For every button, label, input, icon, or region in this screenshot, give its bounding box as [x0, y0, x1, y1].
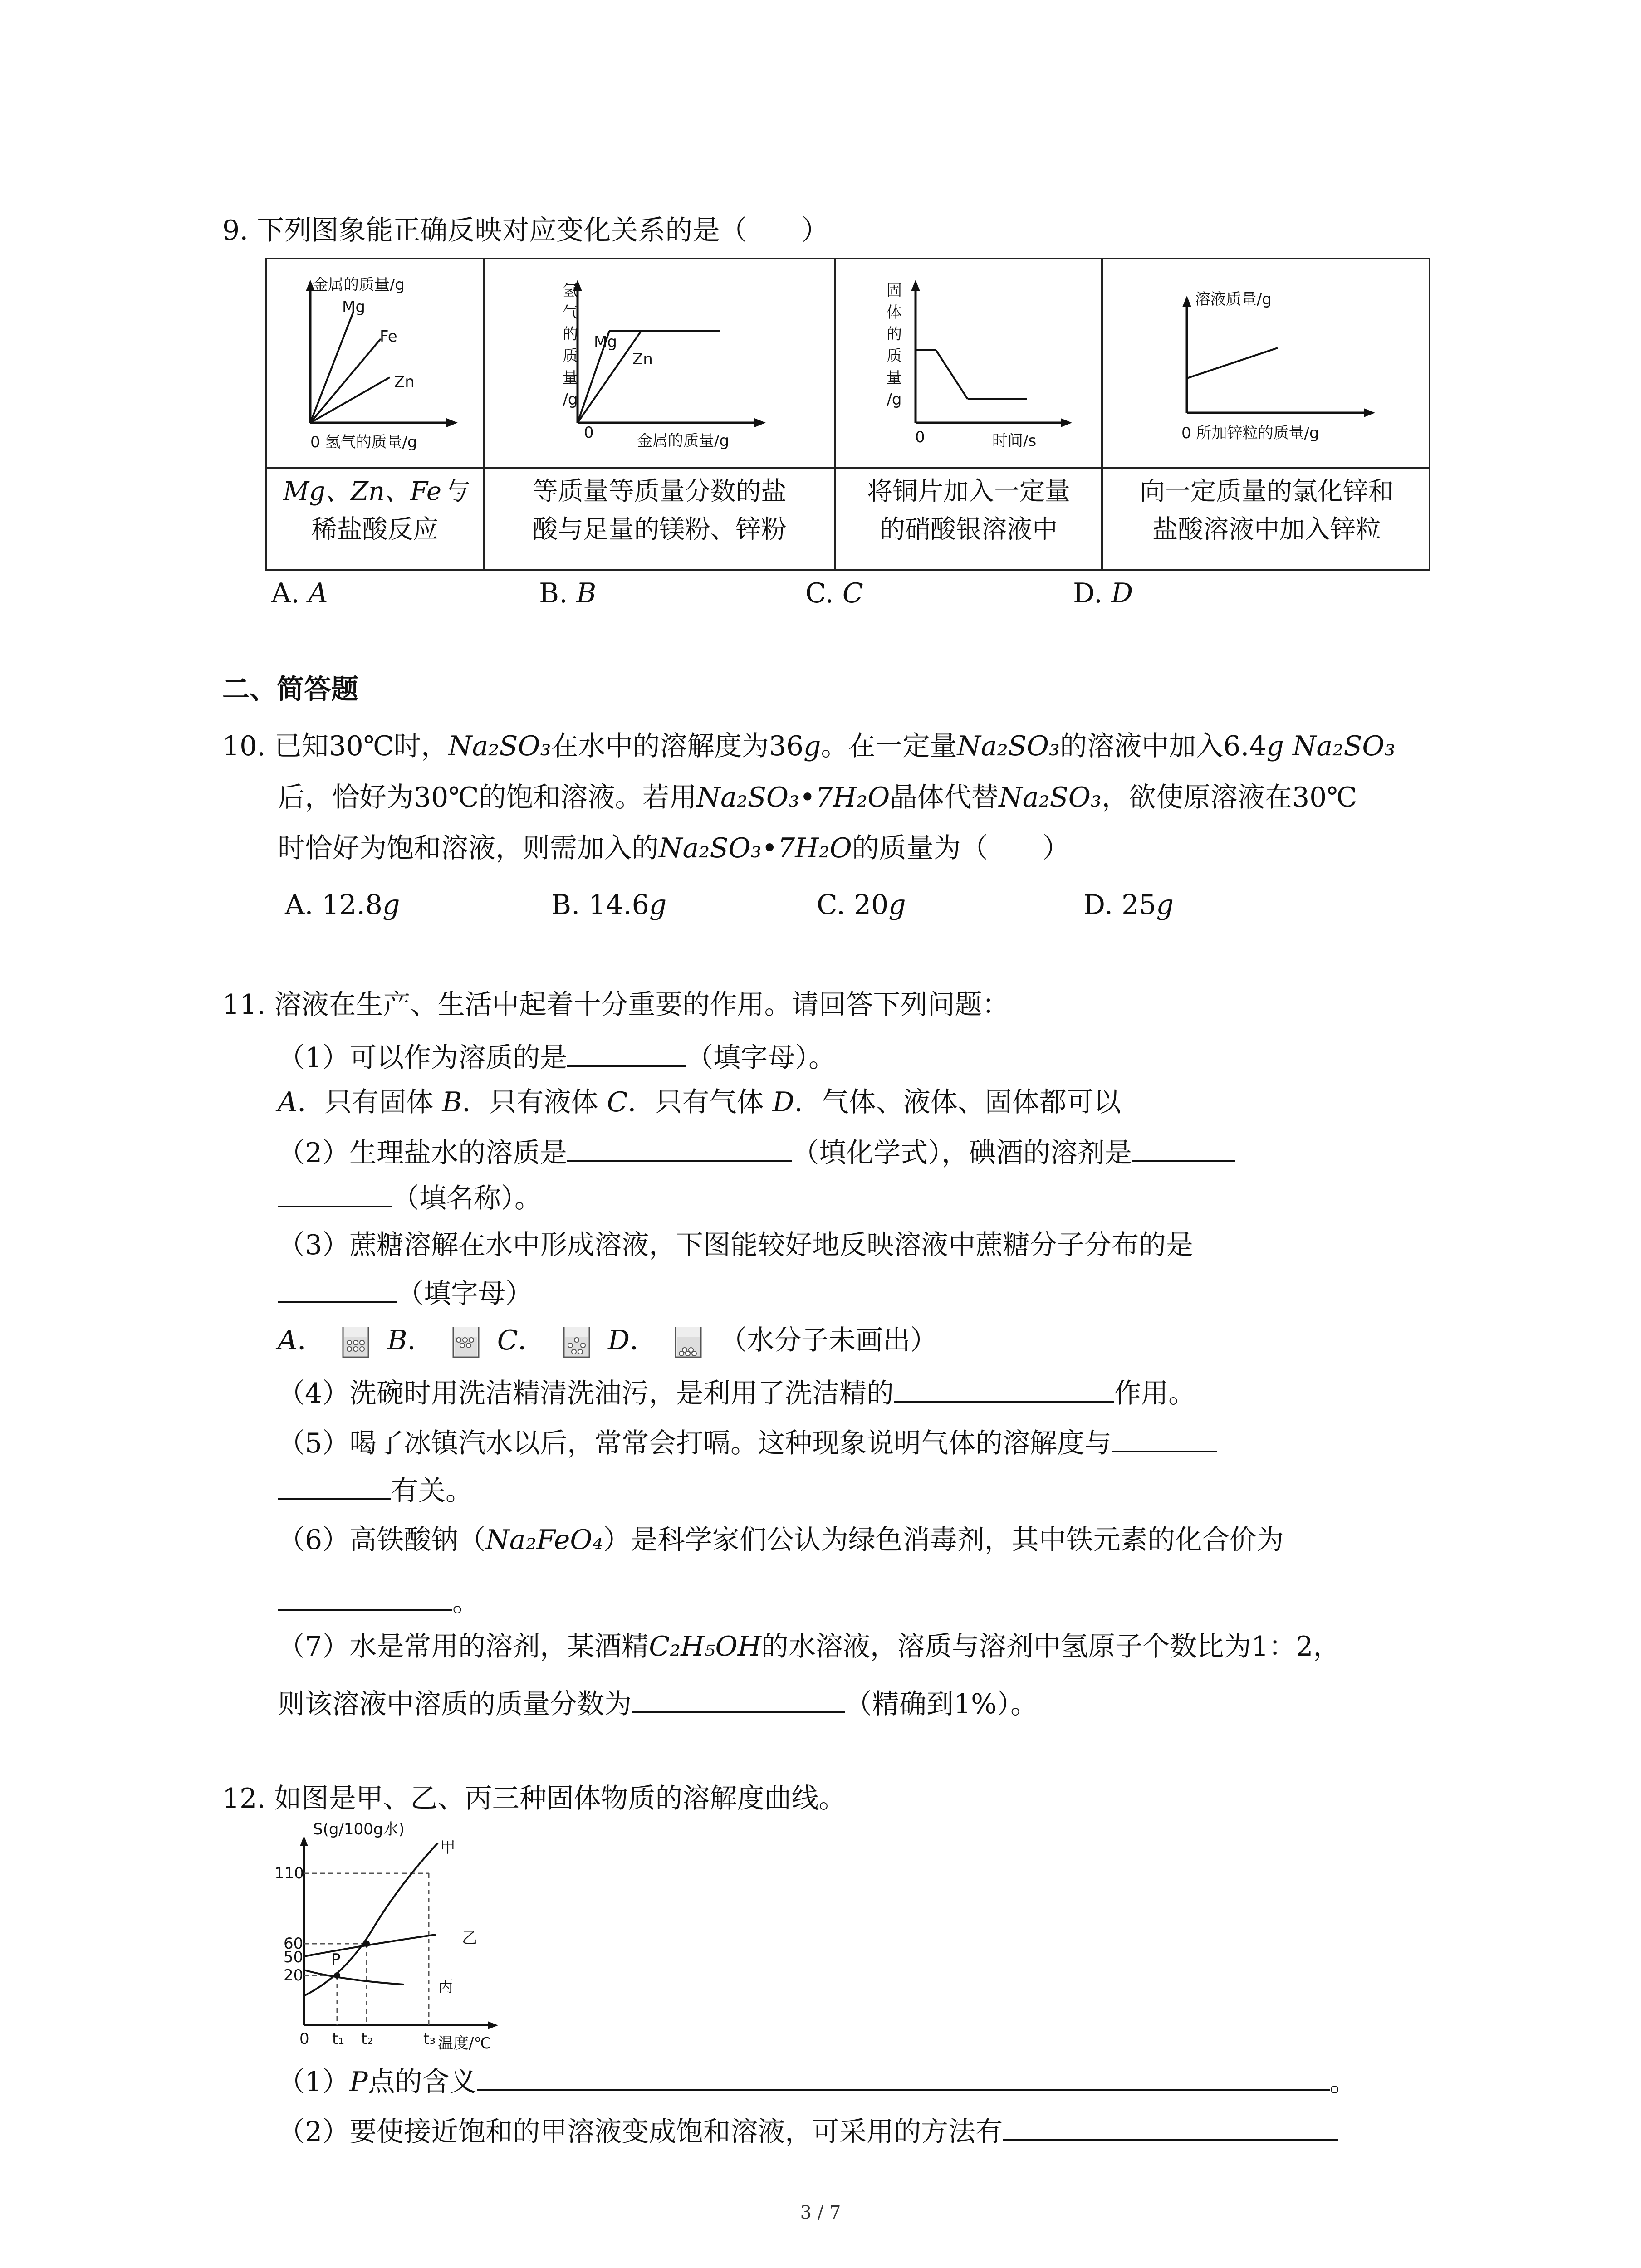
q9-option-c[interactable]: C. C	[805, 577, 863, 609]
q10-option-a[interactable]: A. 12.8g	[285, 889, 400, 921]
q9-caption-a: Mg、Zn、Fe与 稀盐酸反应	[283, 477, 467, 544]
q9-caption-d: 向一定质量的氯化锌和 盐酸溶液中加入锌粒	[1140, 477, 1394, 544]
q12-xtick-t3: t₃	[423, 2030, 436, 2048]
q10-line2: 后，恰好为30℃的饱和溶液。若用Na₂SO₃•7H₂O晶体代替Na₂SO₃，欲使原溶液在30℃	[278, 782, 1357, 813]
q12-stem: 12. 如图是甲、乙、丙三种固体物质的溶解度曲线。	[222, 1783, 846, 1814]
q11-p3: （3）蔗糖溶解在水中形成溶液，下图能较好地反映溶液中蔗糖分子分布的是	[278, 1229, 1194, 1261]
q9-c-ylabel: 固 体 的 质 量 /g	[887, 282, 902, 409]
q9-b-origin: 0	[584, 424, 594, 442]
beaker-b-icon[interactable]	[450, 1325, 482, 1360]
q12-xtick-t2: t₂	[361, 2030, 373, 2048]
q11-stem: 11. 溶液在生产、生活中起着十分重要的作用。请回答下列问题：	[222, 989, 1009, 1021]
q11-p5: （5）喝了冰镇汽水以后，常常会打嗝。这种现象说明气体的溶解度与	[278, 1424, 1217, 1461]
q9-option-d[interactable]: D. D	[1073, 577, 1133, 609]
q9-d-ylabel: 溶液质量/g	[1195, 290, 1272, 308]
q9-stem: 9. 下列图象能正确反映对应变化关系的是（ ）	[222, 215, 829, 246]
q12-p2: （2）要使接近饱和的甲溶液变成饱和溶液，可采用的方法有	[278, 2113, 1338, 2150]
q11-p4-blank[interactable]	[894, 1374, 1114, 1403]
q11-p2-blank-3[interactable]	[278, 1179, 392, 1207]
q9-chart-table	[265, 258, 1430, 571]
q11-p3-cont: （填字母）	[278, 1275, 533, 1312]
q9-option-b[interactable]: B. B	[539, 577, 597, 609]
q12-xtick-t1: t₁	[332, 2030, 344, 2048]
q9-caption-c: 将铜片加入一定量 的硝酸银溶液中	[867, 477, 1070, 544]
q9-option-a[interactable]: A. A	[271, 577, 328, 609]
q12-p1-blank[interactable]	[477, 2063, 1330, 2091]
q11-p2-blank-2[interactable]	[1132, 1134, 1235, 1162]
q12-series-yi: 乙	[462, 1929, 477, 1947]
q11-p6-cont: 。	[278, 1583, 480, 1620]
q11-p2-blank-1[interactable]	[567, 1134, 792, 1162]
q12-ytick-60: 60	[284, 1935, 304, 1953]
q9-a-mg: Mg	[342, 298, 365, 316]
q11-p7-blank[interactable]	[632, 1685, 845, 1713]
q12-ytick-110: 110	[274, 1864, 304, 1882]
q9-a-xlabel: 0 氢气的质量/g	[310, 433, 417, 451]
q11-p5-blank-1[interactable]	[1112, 1424, 1217, 1452]
q11-p4: （4）洗碗时用洗洁精清洗油污，是利用了洗洁精的 作用。	[278, 1374, 1195, 1412]
q9-a-ylabel: 金属的质量/g	[313, 276, 405, 294]
q9-chart-c	[836, 259, 1101, 467]
beaker-a-icon[interactable]	[339, 1325, 372, 1360]
beaker-d-icon[interactable]	[672, 1325, 705, 1360]
q11-p3-options: A． B． C． D． （水分子未画出）	[278, 1322, 937, 1360]
q11-p1: （1）可以作为溶质的是 （填字母）。	[278, 1039, 836, 1076]
q12-series-jia: 甲	[440, 1838, 456, 1857]
q9-a-fe: Fe	[380, 327, 397, 346]
q10-line3: 时恰好为饱和溶液，则需加入的Na₂SO₃•7H₂O的质量为（ ）	[278, 832, 1070, 864]
q10-line1: 10. 已知30℃时，Na₂SO₃在水中的溶解度为36g。在一定量Na₂SO₃的溶液中加入6.4g Na₂SO₃	[222, 730, 1396, 762]
q9-b-mg: Mg	[594, 333, 617, 351]
q12-series-bing: 丙	[438, 1978, 453, 1996]
q10-option-d[interactable]: D. 25g	[1083, 889, 1174, 921]
q11-p1-blank[interactable]	[567, 1039, 686, 1067]
page-number: 3 / 7	[800, 2202, 841, 2223]
q11-p5-blank-2[interactable]	[278, 1472, 391, 1500]
q11-p7: （7）水是常用的溶剂，某酒精C₂H₅OH的水溶液，溶质与溶剂中氢原子个数比为1：2，	[278, 1631, 1341, 1662]
q9-b-ylabel: 氢 气 的 质 量 /g	[563, 282, 578, 409]
q11-p3-blank[interactable]	[278, 1275, 397, 1303]
q9-c-origin: 0	[915, 428, 925, 446]
q9-c-xlabel: 时间/s	[992, 432, 1037, 450]
q12-ylabel: S(g/100g水)	[313, 1820, 405, 1838]
q9-d-xlabel: 0 所加锌粒的质量/g	[1181, 424, 1319, 442]
q9-caption-b: 等质量等质量分数的盐 酸与足量的镁粉、锌粉	[532, 477, 787, 544]
q11-p1-options: A．只有固体 B．只有液体 C．只有气体 D．气体、液体、固体都可以	[278, 1086, 1121, 1118]
q10-option-c[interactable]: C. 20g	[817, 889, 906, 921]
q9-b-xlabel: 金属的质量/g	[637, 432, 730, 450]
q12-xlabel: 温度/℃	[438, 2034, 491, 2053]
q9-b-zn: Zn	[632, 350, 653, 368]
q12-p1: （1）P点的含义 。	[278, 2063, 1357, 2100]
q12-ytick-20: 20	[284, 1966, 304, 1984]
q11-p6: （6）高铁酸钠（Na₂FeO₄）是科学家们公认为绿色消毒剂，其中铁元素的化合价为	[278, 1524, 1284, 1556]
q12-ytick-50: 50	[284, 1948, 304, 1966]
beaker-c-icon[interactable]	[560, 1325, 593, 1360]
q11-p5-cont: 有关。	[278, 1472, 473, 1509]
q12-point-p: P	[331, 1950, 341, 1969]
q9-a-zn: Zn	[394, 373, 415, 391]
q11-p2: （2）生理盐水的溶质是 （填化学式），碘酒的溶剂是	[278, 1134, 1235, 1171]
section-title: 二、简答题	[222, 674, 358, 705]
q10-option-b[interactable]: B. 14.6g	[551, 889, 667, 921]
q11-p6-blank[interactable]	[278, 1583, 452, 1611]
q12-xtick-0: 0	[299, 2030, 309, 2048]
q12-p2-blank[interactable]	[1003, 2113, 1338, 2141]
q11-p2-cont: （填名称）。	[278, 1179, 542, 1217]
q11-p7-cont: 则该溶液中溶质的质量分数为 （精确到1%）。	[278, 1685, 1038, 1722]
